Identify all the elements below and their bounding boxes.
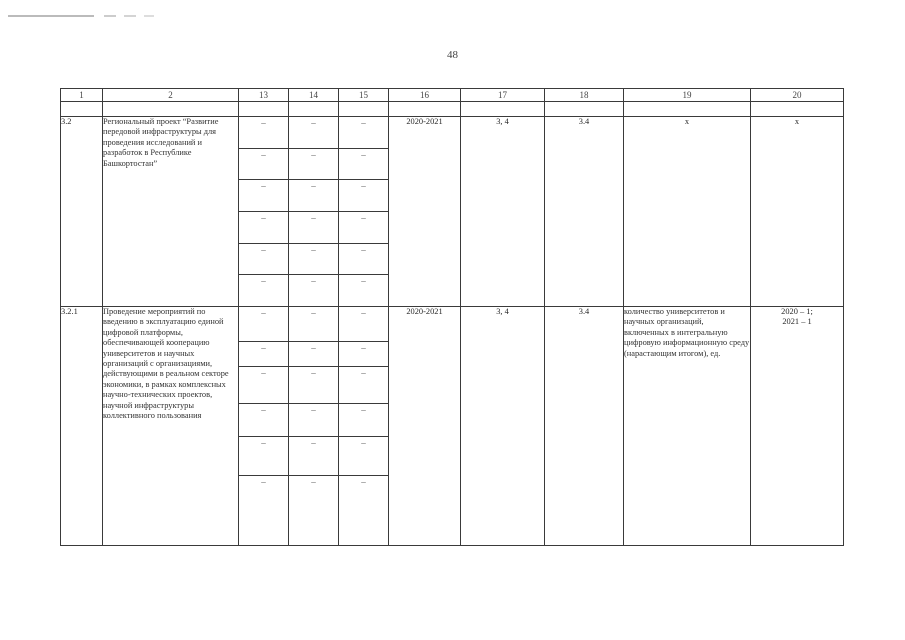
period-cell: 2020-2021 — [389, 117, 461, 307]
col17-cell: 3, 4 — [461, 117, 545, 307]
col14-cell — [289, 307, 339, 546]
target-cell — [751, 307, 844, 546]
sub-cell: – — [289, 366, 338, 403]
sub-cell: – — [289, 274, 338, 306]
indicator-cell: x — [624, 117, 751, 307]
target-cell: x — [751, 117, 844, 307]
col17-cell: 3, 4 — [461, 307, 545, 546]
header-cell: 20 — [751, 89, 844, 102]
period-cell: 2020-2021 — [389, 307, 461, 546]
col14-cell — [289, 117, 339, 307]
sub-cell: – — [289, 341, 338, 366]
col13-cell — [239, 307, 289, 546]
col15-cell — [339, 307, 389, 546]
sub-cell: – — [239, 403, 288, 436]
sub-cell: – — [239, 274, 288, 306]
sub-cell: – — [289, 475, 338, 545]
sub-cell: – — [361, 118, 366, 128]
data-table — [60, 88, 844, 546]
header-cell: 17 — [461, 89, 545, 102]
sub-cell: – — [339, 475, 388, 545]
sub-cell: – — [261, 308, 266, 318]
sub-cell: – — [289, 211, 338, 243]
sub-cell: – — [339, 211, 388, 243]
col18-cell: 3.4 — [545, 117, 624, 307]
sub-cell: – — [339, 341, 388, 366]
sub-cell: – — [289, 179, 338, 211]
sub-cell: – — [289, 148, 338, 180]
row-name: Проведение мероприятий по введению в эксплуатацию единой цифровой платформы, обеспечивающей кооперацию университетов и научных организаций с организациями, действующими в реальном секторе экономики, в рамках комплексных научно-технических проектов, научной инфраструктуры коллективного пользования — [103, 307, 239, 546]
sub-cell: – — [239, 475, 288, 545]
sub-cell: – — [339, 179, 388, 211]
row-number: 3.2.1 — [61, 307, 103, 546]
sub-cell: – — [339, 436, 388, 475]
sub-cell: – — [239, 179, 288, 211]
header-cell: 15 — [339, 89, 389, 102]
sub-cell: – — [239, 148, 288, 180]
indicator-cell: количество университетов и научных организаций, включенных в интегральную цифровую информационную среду (нарастающим итогом), ед. — [624, 307, 751, 546]
header-cell: 1 — [61, 89, 103, 102]
header-cell: 19 — [624, 89, 751, 102]
sub-cell: – — [339, 403, 388, 436]
header-cell: 18 — [545, 89, 624, 102]
sub-cell: – — [361, 308, 366, 318]
sub-cell: – — [339, 148, 388, 180]
sub-cell: – — [289, 243, 338, 275]
header-cell: 14 — [289, 89, 339, 102]
sub-cell: – — [339, 366, 388, 403]
target-line: 2021 – 1 — [782, 317, 812, 327]
sub-cell: – — [289, 436, 338, 475]
sub-cell: – — [339, 243, 388, 275]
header-cell: 2 — [103, 89, 239, 102]
sub-cell: – — [239, 341, 288, 366]
scan-artifact-marks — [8, 14, 158, 18]
page-number: 48 — [447, 49, 458, 61]
header-cell: 16 — [389, 89, 461, 102]
table-row — [61, 307, 844, 546]
target-line: 2020 – 1; — [781, 307, 813, 316]
sub-cell: – — [311, 308, 316, 318]
table-row — [61, 117, 844, 307]
sub-cell: – — [339, 274, 388, 306]
sub-cell: – — [311, 118, 316, 128]
table-spacer-row — [61, 102, 844, 117]
header-cell: 13 — [239, 89, 289, 102]
col15-cell — [339, 117, 389, 307]
sub-cell: – — [239, 436, 288, 475]
table-header-row — [61, 89, 844, 102]
col18-cell: 3.4 — [545, 307, 624, 546]
sub-cell: – — [261, 118, 266, 128]
row-name: Региональный проект “Развитие передовой инфраструктуры для проведения исследований и разработок в Республике Башкортостан” — [103, 117, 239, 307]
sub-cell: – — [289, 403, 338, 436]
sub-cell: – — [239, 366, 288, 403]
sub-cell: – — [239, 211, 288, 243]
sub-cell: – — [239, 243, 288, 275]
col13-cell — [239, 117, 289, 307]
row-number: 3.2 — [61, 117, 103, 307]
